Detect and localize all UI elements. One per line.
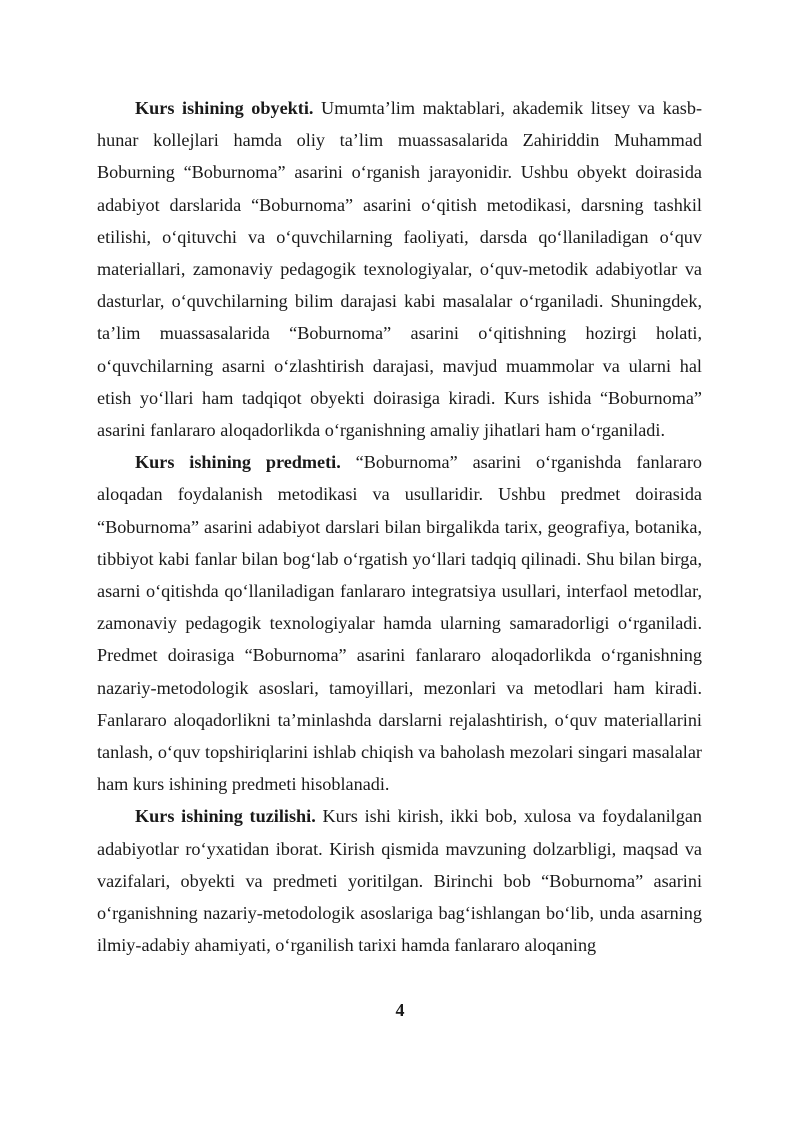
paragraph-body-subject: “Boburnoma” asarini o‘rganishda fanlararo aloqadan foydalanish metodikasi va usullaridir. Ushbu predmet doirasida “Boburnoma” asarini adabiyot darslari bilan birgalikda tarix, geografiya, botanika, tibbiyot kabi fanlar bilan bog‘lab o‘rgatish yo‘llari tadqiq qilinadi. Shu bilan birga, asarni o‘qitishda qo‘llaniladigan fanlararo integratsiya usullari, interfaol metodlar, zamonaviy pedagogik texnologiyalar hamda ularning samaradorligi o‘rganiladi. Predmet doirasiga “Boburnoma” asarini fanlararo aloqadorlikda o‘rganishning nazariy-metodologik asoslari, tamoyillari, mezonlari va metodlari ham kiradi. Fanlararo aloqadorlikni ta’minlashda darslarni rejalashtirish, o‘quv materiallarini tanlash, o‘quv topshiriqlarini ishlab chiqish va baholash mezolari singari masalalar ham kurs ishining predmeti hisoblanadi. — [97, 452, 702, 795]
paragraph-heading-structure: Kurs ishining tuzilishi. — [135, 806, 316, 827]
paragraph-heading-subject: Kurs ishining predmeti. — [135, 452, 341, 473]
paragraph-body-object: Umumta’lim maktablari, akademik litsey va kasb-hunar kollejlari hamda oliy ta’lim muassasalarida Zahiriddin Muhammad Boburning “Boburnoma” asarini o‘rganish jarayonidir. Ushbu obyekt doirasida adabiyot darslarida “Boburnoma” asarini o‘qitish metodikasi, darsning tashkil etilishi, o‘qituvchi va o‘quvchilarning faoliyati, darsda qo‘llaniladigan o‘quv materiallari, zamonaviy pedagogik texnologiyalar, o‘quv-metodik adabiyotlar va dasturlar, o‘quvchilarning bilim darajasi kabi masalalar o‘rganiladi. Shuningdek, ta’lim muassasalarida “Boburnoma” asarini o‘qitishning hozirgi holati, o‘quvchilarning asarni o‘zlashtirish darajasi, mavjud muammolar va ularni hal etish yo‘llari ham tadqiqot obyekti doirasiga kiradi. Kurs ishida “Boburnoma” asarini fanlararo aloqadorlikda o‘rganishning amaliy jihatlari ham o‘rganiladi. — [97, 98, 702, 441]
paragraph-body-structure: Kurs ishi kirish, ikki bob, xulosa va foydalanilgan adabiyotlar ro‘yxatidan iborat. Kirish qismida mavzuning dolzarbligi, maqsad va vazifalari, obyekti va predmeti yoritilgan. Birinchi bob “Boburnoma” asarini o‘rganishning nazariy-metodologik asoslariga bag‘ishlangan bo‘lib, unda asarning ilmiy-adabiy ahamiyati, o‘rganilish tarixi hamda fanlararo aloqaning — [97, 806, 702, 956]
paragraph-structure — [97, 800, 702, 961]
paragraph-object — [97, 92, 702, 446]
paragraph-subject — [97, 446, 702, 800]
paragraph-heading-object: Kurs ishining obyekti. — [135, 98, 314, 118]
document-page — [97, 92, 702, 961]
page-number: 4 — [395, 1000, 405, 1020]
